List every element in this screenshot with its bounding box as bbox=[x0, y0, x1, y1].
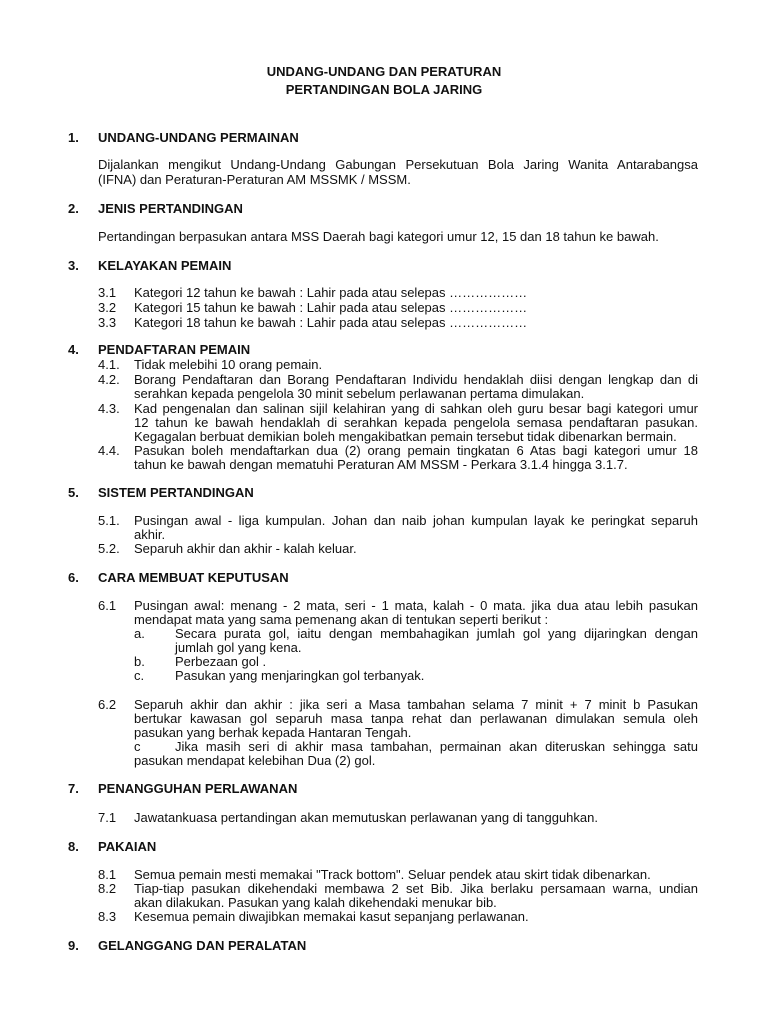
list-item-number: 3.3 bbox=[98, 315, 117, 330]
sub-item-text: Pasukan yang menjaringkan gol terbanyak. bbox=[175, 668, 425, 683]
list-item-text: Separuh akhir dan akhir : jika seri a Masa tambahan selama 7 minit + 7 minit b Pasukan bbox=[134, 697, 698, 712]
section-8-number: 8. bbox=[68, 839, 79, 854]
list-item-text: Pusingan awal: menang - 2 mata, seri - 1 mata, kalah - 0 mata. jika dua atau lebih pasukan bbox=[134, 598, 698, 613]
list-item-text: Borang Pendaftaran dan Borang Pendaftaran Individu hendaklah diisi dengan lengkap dan di bbox=[134, 372, 698, 387]
list-item-number: 8.2 bbox=[98, 881, 117, 896]
list-item-number: 4.2. bbox=[98, 372, 120, 387]
list-item-text: Kesemua pemain diwajibkan memakai kasut sepanjang perlawanan. bbox=[134, 909, 529, 924]
sub-item-letter: c bbox=[134, 739, 141, 754]
list-item-number: 4.1. bbox=[98, 357, 120, 372]
list-item-number: 3.2 bbox=[98, 300, 117, 315]
list-item-number: 4.3. bbox=[98, 401, 120, 416]
section-6-number: 6. bbox=[68, 570, 79, 585]
list-item-text: Kad pengenalan dan salinan sijil kelahiran yang di sahkan oleh guru besar bagi kategori umur bbox=[134, 401, 698, 416]
section-3-heading: KELAYAKAN PEMAIN bbox=[98, 258, 232, 273]
section-5-heading: SISTEM PERTANDINGAN bbox=[98, 485, 254, 500]
section-3-number: 3. bbox=[68, 258, 79, 273]
sub-item-letter: b. bbox=[134, 654, 145, 669]
list-item-number: 3.1 bbox=[98, 285, 117, 300]
list-item-text: Tidak melebihi 10 orang pemain. bbox=[134, 357, 323, 372]
list-item-text: Tiap-tiap pasukan dikehendaki membawa 2 set Bib. Jika berlaku persamaan warna, undian bbox=[134, 881, 698, 896]
sub-item-text: Perbezaan gol . bbox=[175, 654, 267, 669]
sub-item-letter: a. bbox=[134, 626, 145, 641]
document-title-line-1: UNDANG-UNDANG DAN PERATURAN bbox=[266, 64, 502, 79]
document-title-line-2: PERTANDINGAN BOLA JARING bbox=[285, 82, 483, 97]
sub-item-text: pasukan mendapat kelebihan Dua (2) gol. bbox=[134, 753, 376, 768]
list-item-number: 8.1 bbox=[98, 867, 117, 882]
list-item-text: akan dilakukan. Pasukan yang kalah dikehendaki menukar bib. bbox=[134, 895, 497, 910]
sub-item-text: Secara purata gol, iaitu dengan membahagikan jumlah gol yang dijaringkan dengan bbox=[175, 626, 698, 641]
list-item-text: serahkan kepada pengelola 30 minit sebelum perlawanan pertama dimulakan. bbox=[134, 386, 585, 401]
section-9-heading: GELANGGANG DAN PERALATAN bbox=[98, 938, 307, 953]
list-item-number: 6.1 bbox=[98, 598, 117, 613]
section-1-text-line-1: Dijalankan mengikut Undang-Undang Gabungan Persekutuan Bola Jaring Wanita Antarabangsa bbox=[98, 157, 698, 172]
section-4-number: 4. bbox=[68, 342, 79, 357]
sub-item-text: jumlah gol yang kena. bbox=[175, 640, 302, 655]
list-item-text: Separuh akhir dan akhir - kalah keluar. bbox=[134, 541, 357, 556]
section-6-heading: CARA MEMBUAT KEPUTUSAN bbox=[98, 570, 289, 585]
list-item-text: Kategori 15 tahun ke bawah : Lahir pada atau selepas ……………… bbox=[134, 300, 528, 315]
section-2-text: Pertandingan berpasukan antara MSS Daerah bagi kategori umur 12, 15 dan 18 tahun ke bawah. bbox=[98, 229, 659, 244]
list-item-text: Kategori 12 tahun ke bawah : Lahir pada atau selepas ……………… bbox=[134, 285, 528, 300]
section-9-number: 9. bbox=[68, 938, 79, 953]
list-item-text: mendapat mata yang sama pemenang akan di tentukan seperti berikut : bbox=[134, 612, 549, 627]
list-item-number: 4.4. bbox=[98, 443, 120, 458]
section-7-number: 7. bbox=[68, 781, 79, 796]
list-item-text: pasukan yang berhak kepada Hantaran Tengah. bbox=[134, 725, 412, 740]
list-item-text: Jawatankuasa pertandingan akan memutuskan perlawanan yang di tangguhkan. bbox=[134, 810, 598, 825]
list-item-text: Pasukan boleh mendaftarkan dua (2) orang pemain tingkatan 6 Atas bagi kategori umur 18 bbox=[134, 443, 698, 458]
list-item-number: 5.2. bbox=[98, 541, 120, 556]
list-item-text: bertukar kawasan gol separuh masa tanpa rehat dan perlawanan dimulakan semula oleh bbox=[134, 711, 698, 726]
list-item-text: Kegagalan berbuat demikian boleh mengakibatkan pemain tersebut tidak dibenarkan bermain. bbox=[134, 429, 677, 444]
list-item-text: Pusingan awal - liga kumpulan. Johan dan naib johan kumpulan layak ke peringkat separuh bbox=[134, 513, 698, 528]
section-2-number: 2. bbox=[68, 201, 79, 216]
list-item-text: tahun ke bawah dengan mematuhi Peraturan AM MSSM - Perkara 3.1.4 hingga 3.1.7. bbox=[134, 457, 628, 472]
list-item-number: 7.1 bbox=[98, 810, 117, 825]
section-5-number: 5. bbox=[68, 485, 79, 500]
section-7-heading: PENANGGUHAN PERLAWANAN bbox=[98, 781, 298, 796]
section-8-heading: PAKAIAN bbox=[98, 839, 157, 854]
section-1-heading: UNDANG-UNDANG PERMAINAN bbox=[98, 130, 299, 145]
list-item-text: Kategori 18 tahun ke bawah : Lahir pada atau selepas ……………… bbox=[134, 315, 528, 330]
section-4-heading: PENDAFTARAN PEMAIN bbox=[98, 342, 251, 357]
sub-item-text: Jika masih seri di akhir masa tambahan, permainan akan diteruskan sehingga satu bbox=[175, 739, 698, 754]
list-item-number: 8.3 bbox=[98, 909, 117, 924]
section-1-text-line-2: (IFNA) dan Peraturan-Peraturan AM MSSMK / MSSM. bbox=[98, 172, 411, 187]
list-item-number: 5.1. bbox=[98, 513, 120, 528]
sub-item-letter: c. bbox=[134, 668, 145, 683]
list-item-text: Semua pemain mesti memakai "Track bottom". Seluar pendek atau skirt tidak dibenarkan. bbox=[134, 867, 651, 882]
list-item-number: 6.2 bbox=[98, 697, 117, 712]
section-1-number: 1. bbox=[68, 130, 79, 145]
list-item-text: 12 tahun ke bawah hendaklah di serahkan kepada pengelola semasa pendaftaran pasukan. bbox=[134, 415, 698, 430]
section-2-heading: JENIS PERTANDINGAN bbox=[98, 201, 243, 216]
list-item-text: akhir. bbox=[134, 527, 166, 542]
